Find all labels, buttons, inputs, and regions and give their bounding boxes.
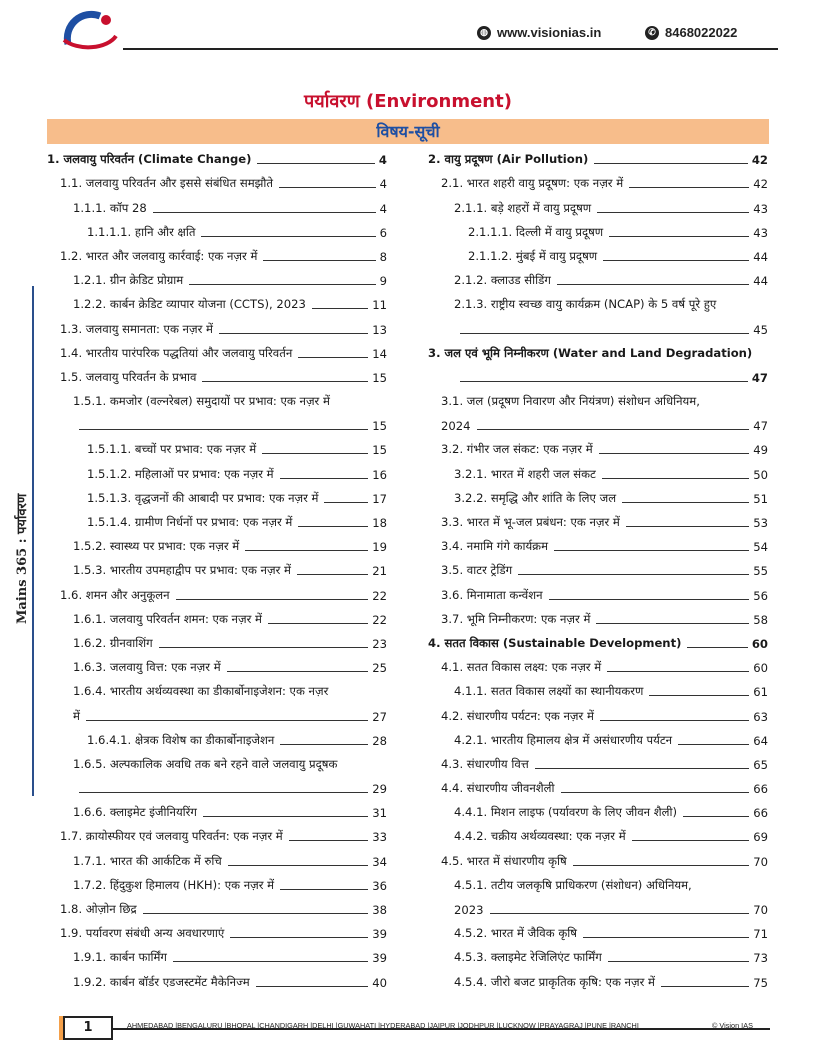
- toc-entry[interactable]: [428, 340, 768, 364]
- toc-entry-title: 1.4. भारतीय पारंपरिक पद्धतियां और जलवायु परिवर्तन: [60, 345, 293, 360]
- toc-entry-title: 1.2.1. ग्रीन क्रेडिट प्रोग्राम: [73, 273, 184, 288]
- toc-leader: [280, 744, 368, 745]
- toc-leader: [622, 502, 749, 503]
- toc-entry[interactable]: [428, 194, 768, 218]
- toc-page-number: 56: [753, 588, 768, 603]
- toc-entry[interactable]: [47, 509, 387, 533]
- toc-entry[interactable]: [428, 630, 768, 654]
- toc-entry-title: 1.1.1.1. हानि और क्षति: [87, 224, 196, 239]
- toc-page-number: 27: [372, 709, 387, 724]
- toc-leader: [626, 526, 749, 527]
- toc-page-number: 17: [372, 491, 387, 506]
- toc-page-number: 6: [379, 225, 387, 240]
- toc-entry-title: 2.1.1.1. दिल्ली में वायु प्रदूषण: [468, 224, 604, 239]
- toc-entry-title: 3.3. भारत में भू-जल प्रबंधन: एक नज़र में: [441, 515, 620, 529]
- toc-page-number: 50: [753, 467, 768, 482]
- toc-page-number: 15: [372, 370, 387, 385]
- toc-leader: [268, 623, 368, 624]
- toc-entry[interactable]: [47, 485, 387, 509]
- toc-entry[interactable]: [47, 460, 387, 484]
- toc-entry-title: 4.5. भारत में संधारणीय कृषि: [441, 853, 567, 868]
- toc-page-number: 66: [753, 806, 768, 821]
- toc-entry-title: 4.5.1. तटीय जलकृषि प्राधिकरण (संशोधन) अधिनियम,: [454, 877, 692, 892]
- toc-entry-title: 1.6.5. अल्पकालिक अवधि तक बने रहने वाले जलवायु प्रदूषक: [73, 756, 338, 771]
- toc-page-number: 44: [753, 274, 768, 289]
- toc-entry-title: 3.2.1. भारत में शहरी जल संकट: [454, 466, 596, 481]
- toc-entry[interactable]: [428, 968, 768, 992]
- toc-page-number: 8: [379, 249, 387, 264]
- toc-leader: [602, 478, 749, 479]
- toc-entry-title: 1.6.6. क्लाइमेट इंजीनियरिंग: [73, 805, 197, 820]
- toc-leader: [683, 816, 749, 817]
- toc-entry-title: 3.2. गंभीर जल संकट: एक नज़र में: [441, 442, 593, 457]
- toc-page-number: 58: [753, 612, 768, 627]
- toc-leader: [297, 574, 368, 575]
- toc-entry[interactable]: [428, 751, 768, 775]
- toc-entry[interactable]: [428, 388, 768, 412]
- toc-leader: [257, 163, 374, 164]
- toc-leader: [599, 453, 750, 454]
- toc-page-number: 61: [753, 685, 768, 700]
- toc-leader: [279, 187, 376, 188]
- side-rule: [32, 286, 34, 796]
- toc-entry[interactable]: [428, 436, 768, 460]
- toc-entry[interactable]: [428, 872, 768, 896]
- toc-entry-title: 3.2.2. समृद्धि और शांति के लिए जल: [454, 490, 617, 505]
- toc-entry[interactable]: [47, 340, 387, 364]
- toc-entry[interactable]: [428, 291, 768, 315]
- toc-entry[interactable]: [428, 146, 768, 170]
- toc-entry[interactable]: [428, 170, 768, 194]
- toc-entry-title: 2023: [454, 903, 484, 917]
- toc-entry-title: 4.2. संधारणीय पर्यटन: एक नज़र में: [441, 708, 594, 723]
- toc-page-number: 40: [372, 975, 387, 990]
- toc-leader: [603, 260, 749, 261]
- toc-leader: [159, 647, 369, 648]
- toc-entry-title: 1.1. जलवायु परिवर्तन और इससे संबंधित समझौते: [60, 176, 274, 191]
- toc-leader: [86, 720, 368, 721]
- toc-leader: [289, 840, 369, 841]
- toc-entry-title: 1.5.1.3. वृद्धजनों की आबादी पर प्रभाव: एक नज़र में: [87, 490, 319, 505]
- toc-entry-title: 2.1.1.2. मुंबई में वायु प्रदूषण: [468, 248, 598, 263]
- toc-entry-title: 3. जल एवं भूमि निम्नीकरण (Water and Land Degradation): [428, 345, 753, 360]
- toc-page-number: 45: [753, 322, 768, 337]
- toc-page-number: 15: [372, 419, 387, 434]
- toc-page-number: 28: [372, 733, 387, 748]
- toc-page-number: 31: [372, 806, 387, 821]
- toc-entry-title: 4. सतत विकास (Sustainable Development): [428, 635, 682, 650]
- toc-entry[interactable]: [428, 315, 768, 339]
- toc-entry-title: 4.4. संधारणीय जीवनशैली: [441, 781, 555, 796]
- toc-leader: [549, 599, 750, 600]
- toc-entry[interactable]: [47, 896, 387, 920]
- toc-page-number: 4: [379, 177, 387, 192]
- toc-entry[interactable]: [428, 727, 768, 751]
- toc-entry-title: 1.9.2. कार्बन बॉर्डर एडजस्टमेंट मैकेनिज्म: [73, 974, 250, 989]
- toc-page-number: 4: [379, 201, 387, 216]
- toc-page-number: 60: [753, 661, 768, 676]
- toc-entry[interactable]: [428, 557, 768, 581]
- toc-entry[interactable]: [47, 170, 387, 194]
- toc-page-number: 43: [753, 225, 768, 240]
- toc-entry-title: 1.5.1.4. ग्रामीण निर्धनों पर प्रभाव: एक नज़र में: [87, 515, 293, 529]
- toc-leader: [629, 187, 749, 188]
- toc-leader: [79, 429, 368, 430]
- toc-page-number: 63: [753, 709, 768, 724]
- toc-entry[interactable]: [47, 968, 387, 992]
- toc-leader: [535, 768, 749, 769]
- toc-entry[interactable]: [428, 219, 768, 243]
- toc-entry-title: 4.2.1. भारतीय हिमालय क्षेत्र में असंधारणीय पर्यटन: [454, 732, 673, 747]
- toc-left-column: [47, 146, 387, 993]
- toc-page-number: 33: [372, 830, 387, 845]
- toc-entry[interactable]: [47, 872, 387, 896]
- toc-entry[interactable]: [47, 533, 387, 557]
- toc-page-number: 9: [379, 274, 387, 289]
- toc-entry[interactable]: [47, 944, 387, 968]
- toc-entry[interactable]: [47, 194, 387, 218]
- toc-entry[interactable]: [47, 146, 387, 170]
- toc-leader: [298, 526, 368, 527]
- toc-entry[interactable]: [428, 485, 768, 509]
- toc-entry-title: 4.5.3. क्लाइमेट रेजिलिएंट फार्मिंग: [454, 950, 602, 965]
- toc-entry[interactable]: [47, 291, 387, 315]
- toc-leader: [632, 840, 750, 841]
- toc-page-number: 16: [372, 467, 387, 482]
- toc-entry[interactable]: [428, 460, 768, 484]
- toc-entry-title: 1.5.1. कमजोर (वल्नरेबल) समुदायों पर प्रभाव: एक नज़र में: [73, 394, 330, 409]
- toc-page-number: 73: [753, 951, 768, 966]
- toc-entry[interactable]: [428, 702, 768, 726]
- toc-page-number: 21: [372, 564, 387, 579]
- toc-entry-title: 4.5.2. भारत में जैविक कृषि: [454, 926, 577, 941]
- toc-entry[interactable]: [47, 412, 387, 436]
- toc-page-number: 64: [753, 733, 768, 748]
- website-text[interactable]: www.visionias.in: [497, 25, 602, 40]
- toc-page-number: 11: [372, 298, 387, 313]
- toc-leader: [583, 937, 749, 938]
- toc-entry-title: 1.2.2. कार्बन क्रेडिट व्यापार योजना (CCTS), 2023: [73, 297, 306, 312]
- toc-page-number: 39: [372, 927, 387, 942]
- toc-page-number: 4: [378, 153, 387, 168]
- toc-entry[interactable]: [428, 654, 768, 678]
- toc-entry[interactable]: [47, 799, 387, 823]
- toc-entry[interactable]: [47, 219, 387, 243]
- phone-icon: ✆: [645, 26, 659, 40]
- toc-page-number: 54: [753, 540, 768, 555]
- toc-entry-title: 1.5.3. भारतीय उपमहाद्वीप पर प्रभाव: एक नज़र में: [73, 563, 291, 578]
- toc-leader: [219, 333, 368, 334]
- toc-page-number: 66: [753, 782, 768, 797]
- toc-entry-title: 1.5. जलवायु परिवर्तन के प्रभाव: [60, 369, 197, 384]
- toc-entry-title: 2. वायु प्रदूषण (Air Pollution): [428, 152, 589, 167]
- header-rule: [123, 48, 778, 50]
- toc-leader: [557, 284, 749, 285]
- toc-page-number: 23: [372, 636, 387, 651]
- vision-ias-logo: [60, 10, 120, 54]
- toc-entry-title: 1.5.1.1. बच्चों पर प्रभाव: एक नज़र में: [87, 442, 257, 457]
- toc-right-column: [428, 146, 768, 993]
- toc-entry[interactable]: [47, 243, 387, 267]
- toc-page-number: 36: [372, 878, 387, 893]
- toc-entry-title: 1.6.1. जलवायु परिवर्तन शमन: एक नज़र में: [73, 611, 262, 626]
- toc-entry[interactable]: [428, 896, 768, 920]
- toc-leader: [143, 913, 369, 914]
- toc-entry-title: 1.6.2. ग्रीनवाशिंग: [73, 635, 153, 650]
- toc-page-number: 70: [753, 854, 768, 869]
- toc-entry[interactable]: [47, 388, 387, 412]
- toc-entry-title: 2.1.3. राष्ट्रीय स्वच्छ वायु कार्यक्रम (NCAP) के 5 वर्ष पूरे हुए: [454, 297, 717, 312]
- toc-entry[interactable]: [428, 581, 768, 605]
- toc-entry-title: 1.3. जलवायु समानता: एक नज़र में: [60, 321, 213, 336]
- toc-leader: [573, 865, 750, 866]
- toc-leader: [518, 574, 749, 575]
- toc-entry[interactable]: [428, 678, 768, 702]
- toc-leader: [256, 986, 369, 987]
- toc-entry-title: 1.9. पर्यावरण संबंधी अन्य अवधारणाएं: [60, 926, 225, 941]
- toc-entry[interactable]: [428, 775, 768, 799]
- toc-entry-title: 4.5.4. जीरो बजट प्राकृतिक कृषि: एक नज़र में: [454, 974, 655, 989]
- toc-entry[interactable]: [47, 751, 387, 775]
- toc-page-number: 75: [753, 975, 768, 990]
- toc-entry-title: 1.7.1. भारत की आर्कटिक में रुचि: [73, 853, 222, 868]
- toc-entry-title: 1.1.1. कॉप 28: [73, 200, 147, 215]
- toc-entry-title: 3.1. जल (प्रदूषण निवारण और नियंत्रण) संशोधन अधिनियम,: [441, 394, 700, 409]
- toc-entry[interactable]: [47, 847, 387, 871]
- toc-entry-title: 1.6.3. जलवायु वित्त: एक नज़र में: [73, 660, 221, 675]
- toc-entry[interactable]: [47, 436, 387, 460]
- toc-page-number: 22: [372, 588, 387, 603]
- toc-entry-title: 1.8. ओज़ोन छिद्र: [60, 902, 137, 916]
- toc-leader: [594, 163, 748, 164]
- toc-entry-title: 2024: [441, 419, 471, 434]
- toc-page-number: 70: [753, 903, 768, 917]
- toc-entry[interactable]: [47, 581, 387, 605]
- toc-page-number: 71: [753, 927, 768, 942]
- toc-page-number: 69: [753, 830, 768, 845]
- toc-leader: [280, 889, 368, 890]
- toc-leader: [173, 961, 368, 962]
- toc-leader: [176, 599, 369, 600]
- toc-leader: [607, 671, 749, 672]
- toc-page-number: 49: [753, 443, 768, 458]
- toc-leader: [262, 453, 368, 454]
- toc-entry[interactable]: [47, 775, 387, 799]
- toc-entry[interactable]: [428, 243, 768, 267]
- toc-leader: [203, 816, 368, 817]
- toc-leader: [263, 260, 375, 261]
- toc-leader: [312, 308, 368, 309]
- toc-leader: [245, 550, 368, 551]
- toc-entry-title: 3.4. नमामि गंगे कार्यक्रम: [441, 539, 549, 554]
- toc-page-number: 53: [753, 516, 768, 530]
- toc-entry-title: 1.2. भारत और जलवायु कार्रवाई: एक नज़र में: [60, 248, 258, 263]
- toc-leader: [227, 671, 369, 672]
- toc-entry[interactable]: [428, 847, 768, 871]
- globe-icon: ◍: [477, 26, 491, 40]
- toc-entry[interactable]: [428, 533, 768, 557]
- toc-page-number: 34: [372, 854, 387, 869]
- toc-entry-title: 2.1.2. क्लाउड सीडिंग: [454, 273, 551, 288]
- toc-page-number: 42: [753, 177, 768, 192]
- toc-entry[interactable]: [428, 509, 768, 533]
- toc-leader: [596, 623, 749, 624]
- toc-leader: [661, 986, 749, 987]
- toc-page-number: 13: [372, 322, 387, 337]
- toc-page-number: 60: [751, 636, 768, 651]
- toc-entry[interactable]: [428, 364, 768, 388]
- toc-entry[interactable]: [47, 606, 387, 630]
- toc-leader: [554, 550, 749, 551]
- toc-page-number: 65: [753, 757, 768, 772]
- toc-entry-title: 1. जलवायु परिवर्तन (Climate Change): [47, 152, 252, 167]
- toc-entry-title: 1.7.2. हिंदुकुश हिमालय (HKH): एक नज़र में: [73, 877, 275, 892]
- toc-page-number: 19: [372, 540, 387, 555]
- toc-entry[interactable]: [47, 920, 387, 944]
- toc-page-number: 51: [753, 491, 768, 506]
- side-label: Mains 365 : पर्यावरण: [15, 493, 30, 624]
- toc-entry[interactable]: [47, 654, 387, 678]
- toc-leader: [597, 212, 749, 213]
- toc-entry[interactable]: [428, 944, 768, 968]
- toc-leader: [228, 865, 368, 866]
- toc-page-number: 25: [372, 661, 387, 676]
- toc-page-number: 47: [753, 419, 768, 434]
- toc-leader: [687, 647, 747, 648]
- toc-entry-title: 1.5.2. स्वास्थ्य पर प्रभाव: एक नज़र में: [73, 539, 240, 554]
- toc-leader: [477, 429, 750, 430]
- toc-entry[interactable]: [428, 799, 768, 823]
- toc-entry-title: 1.5.1.2. महिलाओं पर प्रभाव: एक नज़र में: [87, 466, 274, 481]
- toc-entry[interactable]: [428, 267, 768, 291]
- toc-entry-title: 3.5. वाटर ट्रेडिंग: [441, 563, 513, 578]
- toc-leader: [201, 236, 375, 237]
- toc-leader: [460, 381, 748, 382]
- toc-leader: [324, 502, 368, 503]
- toc-entry-title: 4.1. सतत विकास लक्ष्य: एक नज़र में: [441, 660, 602, 675]
- toc-page-number: 38: [372, 903, 387, 917]
- toc-leader: [460, 333, 749, 334]
- toc-page-number: 44: [753, 249, 768, 264]
- toc-entry-title: 1.6.4. भारतीय अर्थव्यवस्था का डीकार्बोनाइजेशन: एक नज़र: [73, 684, 329, 699]
- toc-entry-title: 1.7. क्रायोस्फीयर एवं जलवायु परिवर्तन: एक नज़र में: [60, 829, 283, 844]
- toc-page-number: 47: [751, 370, 768, 385]
- toc-leader: [202, 381, 368, 382]
- toc-entry-title: 4.4.2. चक्रीय अर्थव्यवस्था: एक नज़र में: [454, 829, 626, 844]
- toc-entry[interactable]: [47, 557, 387, 581]
- toc-entry-title: 3.7. भूमि निम्नीकरण: एक नज़र में: [441, 611, 591, 626]
- page-title: पर्यावरण (Environment): [304, 91, 512, 112]
- toc-entry[interactable]: [47, 702, 387, 726]
- toc-entry-title: 4.4.1. मिशन लाइफ (पर्यावरण के लिए जीवन शैली): [454, 805, 678, 820]
- toc-entry[interactable]: [428, 412, 768, 436]
- toc-entry-title: में: [73, 708, 80, 723]
- website-contact[interactable]: [477, 25, 601, 40]
- toc-entry[interactable]: [47, 678, 387, 702]
- footer-brand: © Vision IAS: [712, 1021, 753, 1030]
- toc-page-number: 18: [372, 516, 387, 530]
- toc-page-number: 15: [372, 443, 387, 458]
- toc-heading: विषय-सूची: [47, 119, 769, 144]
- toc-leader: [561, 792, 750, 793]
- toc-leader: [678, 744, 749, 745]
- toc-entry-title: 4.1.1. सतत विकास लक्ष्यों का स्थानीयकरण: [454, 684, 644, 699]
- phone-contact[interactable]: [645, 25, 737, 40]
- page-number: 1: [63, 1016, 113, 1040]
- toc-entry-title: 4.3. संधारणीय वित्त: [441, 756, 529, 771]
- toc-leader: [189, 284, 375, 285]
- toc-page-number: 39: [372, 951, 387, 966]
- toc-entry[interactable]: [428, 823, 768, 847]
- toc-entry[interactable]: [47, 315, 387, 339]
- toc-entry-title: 2.1. भारत शहरी वायु प्रदूषण: एक नज़र में: [441, 176, 624, 191]
- toc-entry[interactable]: [428, 606, 768, 630]
- toc-leader: [230, 937, 368, 938]
- toc-page-number: 22: [372, 612, 387, 627]
- phone-text[interactable]: 8468022022: [665, 25, 738, 40]
- toc-entry[interactable]: [47, 630, 387, 654]
- toc-leader: [490, 913, 750, 914]
- toc-leader: [649, 695, 749, 696]
- toc-leader: [280, 478, 369, 479]
- toc-page-number: 43: [753, 201, 768, 216]
- toc-page-number: 14: [372, 346, 387, 361]
- toc-leader: [298, 357, 368, 358]
- toc-leader: [600, 720, 749, 721]
- toc-entry-title: 1.6.4.1. क्षेत्रक विशेष का डीकार्बोनाइजेशन: [87, 732, 275, 747]
- toc-entry-title: 1.6. शमन और अनुकूलन: [60, 587, 170, 602]
- toc-entry[interactable]: [428, 920, 768, 944]
- toc-page-number: 29: [372, 782, 387, 797]
- toc-entry[interactable]: [47, 364, 387, 388]
- toc-leader: [79, 792, 368, 793]
- toc-entry-title: 1.9.1. कार्बन फार्मिंग: [73, 950, 167, 965]
- toc-leader: [608, 961, 749, 962]
- toc-leader: [609, 236, 749, 237]
- toc-entry[interactable]: [47, 267, 387, 291]
- toc-leader: [153, 212, 376, 213]
- toc-page-number: 42: [751, 153, 768, 168]
- toc-entry-title: 2.1.1. बड़े शहरों में वायु प्रदूषण: [454, 200, 592, 215]
- toc-page-number: 55: [753, 564, 768, 579]
- toc-entry[interactable]: [47, 727, 387, 751]
- toc-entry-title: 3.6. मिनामाता कन्वेंशन: [441, 587, 543, 602]
- toc-entry[interactable]: [47, 823, 387, 847]
- footer-cities: AHMEDABAD |BENGALURU |BHOPAL |CHANDIGARH |DELHI |GUWAHATI |HYDERABAD |JAIPUR |JODHPUR |LUCKNOW |PRAYAGRAJ |PUNE |RANCHI: [127, 1021, 639, 1030]
